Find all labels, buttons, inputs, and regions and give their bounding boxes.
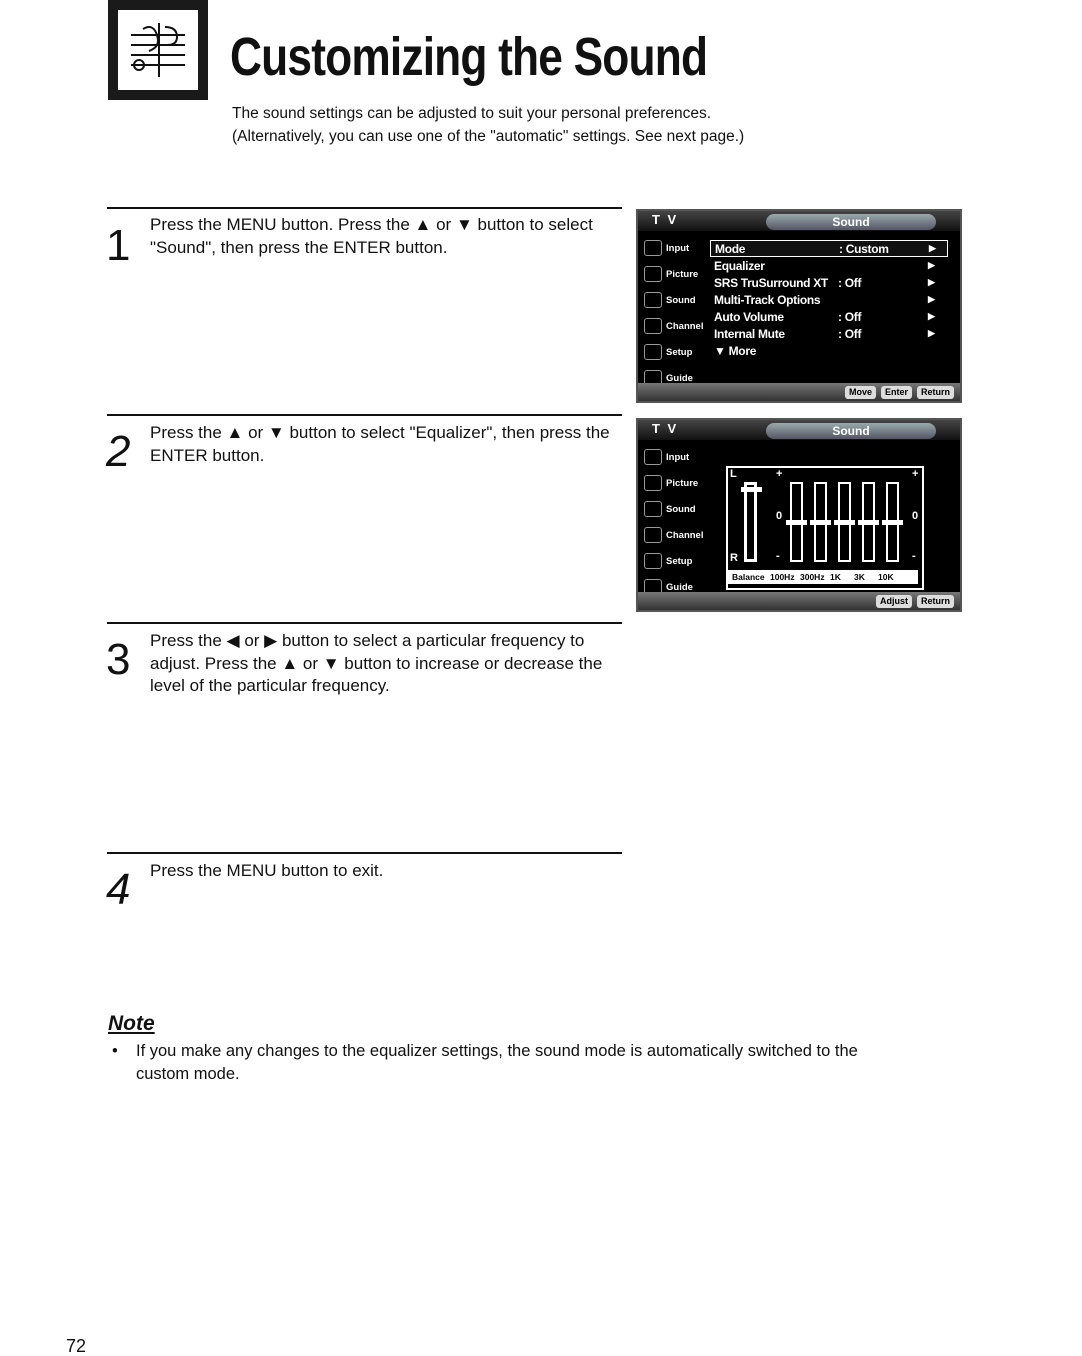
sidebar-item-input: Input bbox=[644, 235, 708, 261]
balance-slider bbox=[744, 482, 757, 562]
return-hint: Return bbox=[917, 386, 954, 399]
sidebar-item-guide: Guide bbox=[644, 574, 708, 600]
tab-sound: Sound bbox=[766, 423, 936, 439]
arrow-right-icon: ▶ bbox=[928, 260, 935, 270]
tv-equalizer-screen bbox=[636, 418, 962, 612]
sidebar-item-channel: Channel bbox=[644, 522, 708, 548]
sound-icon bbox=[644, 292, 662, 308]
arrow-right-icon: ▶ bbox=[928, 294, 935, 304]
input-icon bbox=[644, 449, 662, 465]
picture-icon bbox=[644, 475, 662, 491]
arrow-right-icon: ▶ bbox=[928, 311, 935, 321]
sidebar-item-setup: Setup bbox=[644, 339, 708, 365]
plus-label: + bbox=[912, 468, 919, 480]
page-number: 72 bbox=[66, 1336, 87, 1356]
balance-right-label: R bbox=[730, 552, 738, 564]
screen-sidebar bbox=[644, 444, 708, 600]
setup-icon bbox=[644, 553, 662, 569]
screen-help-bar bbox=[638, 592, 960, 610]
step-text: Press the ▲ or ▼ button to select "Equalizer", then press the ENTER button. bbox=[150, 423, 610, 465]
arrow-right-icon: ▶ bbox=[928, 328, 935, 338]
menu-item-mode: Mode : Custom ▶ bbox=[710, 240, 948, 257]
bullet: • bbox=[112, 1042, 118, 1060]
minus-label: - bbox=[912, 550, 916, 562]
menu-item-internal-mute: Internal Mute : Off ▶ bbox=[710, 325, 948, 342]
channel-icon bbox=[644, 527, 662, 543]
minus-label: - bbox=[776, 550, 780, 562]
equalizer-band-labels: Balance 100Hz 300Hz 1K 3K 10K bbox=[728, 570, 918, 584]
screen-help-bar bbox=[638, 383, 960, 401]
slider-knob bbox=[882, 520, 903, 525]
tv-sound-menu-screen bbox=[636, 209, 962, 403]
step-divider bbox=[107, 852, 622, 854]
step-text: Press the ◀ or ▶ button to select a particular frequency to adjust. Press the ▲ or ▼ button to increase or decrease the level of the particular frequency. bbox=[150, 631, 603, 695]
menu-item-equalizer: Equalizer ▶ bbox=[710, 257, 948, 274]
sound-menu-list bbox=[710, 240, 948, 359]
picture-icon bbox=[644, 266, 662, 282]
note-text: If you make any changes to the equalizer settings, the sound mode is automatically switched to the custom mode. bbox=[136, 1042, 858, 1083]
step-number: 3 bbox=[106, 635, 131, 684]
arrow-right-icon: ▶ bbox=[929, 243, 936, 253]
note-item bbox=[112, 1040, 912, 1085]
slider-knob bbox=[741, 487, 762, 492]
slider-knob bbox=[810, 520, 831, 525]
eq-10k-slider bbox=[886, 482, 899, 562]
channel-icon bbox=[644, 318, 662, 334]
music-note-icon bbox=[123, 15, 193, 85]
menu-item-multi-track: Multi-Track Options ▶ bbox=[710, 291, 948, 308]
screen-title-bar: T V Sound bbox=[638, 420, 960, 440]
step-divider bbox=[107, 414, 622, 416]
step-divider bbox=[107, 622, 622, 624]
slider-knob bbox=[834, 520, 855, 525]
sidebar-item-input: Input bbox=[644, 444, 708, 470]
sidebar-item-guide: Guide bbox=[644, 365, 708, 391]
plus-label: + bbox=[776, 468, 783, 480]
zero-label: 0 bbox=[912, 510, 919, 522]
return-hint: Return bbox=[917, 595, 954, 608]
sidebar-item-picture: Picture bbox=[644, 470, 708, 496]
move-hint: Move bbox=[845, 386, 876, 399]
sidebar-item-setup: Setup bbox=[644, 548, 708, 574]
enter-hint: Enter bbox=[881, 386, 912, 399]
input-icon bbox=[644, 240, 662, 256]
note-heading: Note bbox=[108, 1012, 155, 1035]
menu-item-srs: SRS TruSurround XT : Off ▶ bbox=[710, 274, 948, 291]
eq-3k-slider bbox=[862, 482, 875, 562]
slider-knob bbox=[786, 520, 807, 525]
step-text: Press the MENU button to exit. bbox=[150, 861, 384, 880]
setup-icon bbox=[644, 344, 662, 360]
step-number: 1 bbox=[106, 221, 131, 270]
balance-left-label: L bbox=[730, 468, 737, 480]
step-divider bbox=[107, 207, 622, 209]
zero-label: 0 bbox=[776, 510, 783, 522]
sidebar-item-sound: Sound bbox=[644, 496, 708, 522]
step-text: Press the MENU button. Press the ▲ or ▼ button to select "Sound", then press the ENTER button. bbox=[150, 215, 593, 257]
arrow-right-icon: ▶ bbox=[928, 277, 935, 287]
tab-sound: Sound bbox=[766, 214, 936, 230]
sound-icon bbox=[644, 501, 662, 517]
eq-300hz-slider bbox=[814, 482, 827, 562]
menu-item-more: ▼ More bbox=[714, 343, 757, 358]
intro-text: The sound settings can be adjusted to suit your personal preferences. (Alternatively, you can use one of the "automatic" settings. See next page.) bbox=[232, 105, 745, 145]
step-number: 2 bbox=[106, 427, 131, 476]
sidebar-item-picture: Picture bbox=[644, 261, 708, 287]
adjust-hint: Adjust bbox=[876, 595, 912, 608]
section-icon bbox=[108, 0, 208, 100]
sidebar-item-sound: Sound bbox=[644, 287, 708, 313]
slider-knob bbox=[858, 520, 879, 525]
screen-title-bar: T V Sound bbox=[638, 211, 960, 231]
step-number: 4 bbox=[106, 865, 131, 914]
page-title: Customizing the Sound bbox=[230, 27, 708, 87]
menu-item-auto-volume: Auto Volume : Off ▶ bbox=[710, 308, 948, 325]
eq-1k-slider bbox=[838, 482, 851, 562]
eq-100hz-slider bbox=[790, 482, 803, 562]
screen-sidebar bbox=[644, 235, 708, 391]
sidebar-item-channel: Channel bbox=[644, 313, 708, 339]
